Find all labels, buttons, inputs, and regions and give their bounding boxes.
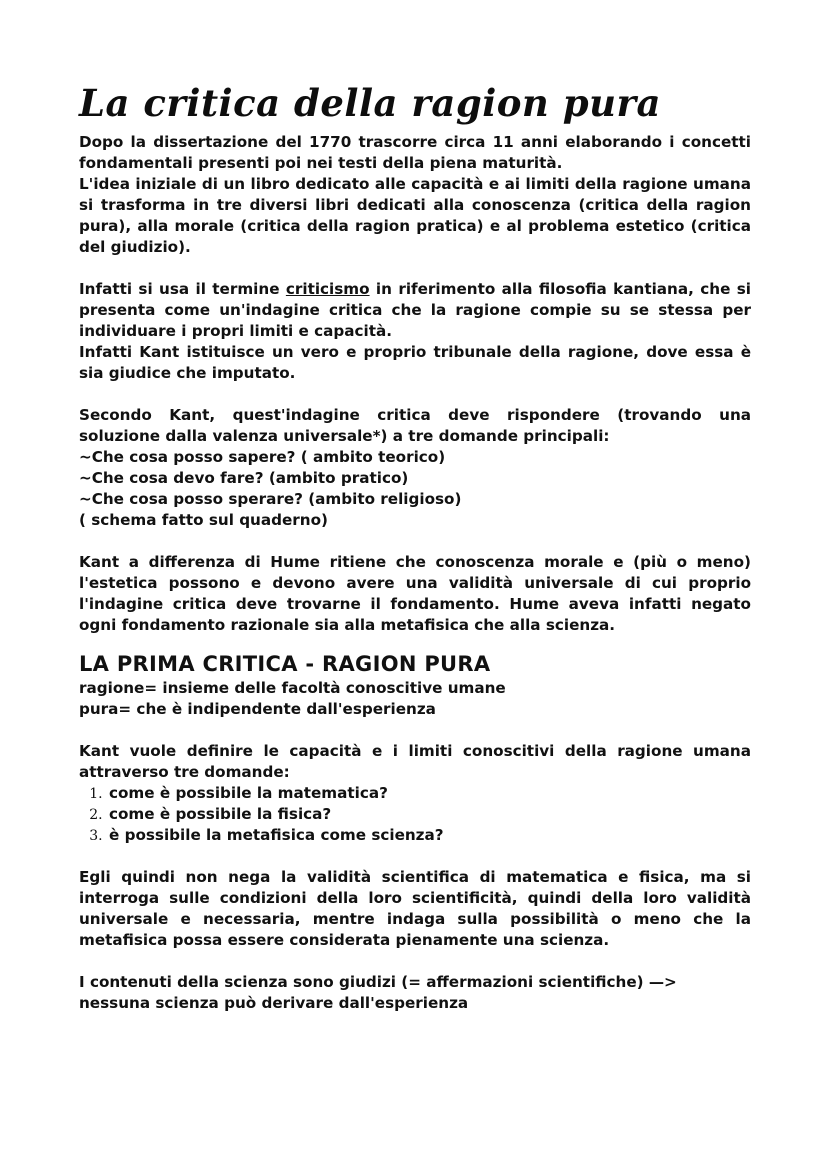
giudizi-line-1: I contenuti della scienza sono giudizi (= affermazioni scientifiche) —>: [79, 973, 677, 991]
section-heading: LA PRIMA CRITICA - RAGION PURA: [79, 652, 491, 676]
validita-paragraph: Egli quindi non nega la validità scientifica di matematica e fisica, ma si interroga sulle condizioni della loro scientificità, quindi della loro validità universale e necessaria, mentre indaga sulla possibilità o meno che la metafisica possa essere considerata pienamente una scienza.: [79, 868, 751, 949]
domanda-item: ~Che cosa posso sapere? ( ambito teorico): [79, 448, 446, 466]
page-title: La critica della ragion pura: [79, 81, 661, 125]
spacer: [79, 636, 751, 650]
definition-ragione: ragione= insieme delle facoltà conoscitive umane: [79, 679, 506, 697]
definition-pura: pura= che è indipendente dall'esperienza: [79, 700, 436, 718]
spacer: [79, 846, 751, 867]
domanda-item: ~Che cosa posso sperare? (ambito religioso): [79, 490, 462, 508]
criticismo-text-before: Infatti si usa il termine: [79, 280, 286, 298]
spacer: [79, 720, 751, 741]
spacer: [79, 258, 751, 279]
question-item: 3. è possibile la metafisica come scienza?: [107, 825, 751, 846]
criticismo-term: criticismo: [285, 280, 370, 298]
intro-paragraph-2: L'idea iniziale di un libro dedicato alle capacità e ai limiti della ragione umana si trasforma in tre diversi libri dedicati alla conoscenza (critica della ragion pura), alla morale (critica della ragion pratica) e al problema estetico (critica del giudizio).: [79, 175, 751, 256]
tribunale-paragraph: Infatti Kant istituisce un vero e proprio tribunale della ragione, dove essa è sia giudice che imputato.: [79, 343, 751, 382]
document-content: [79, 78, 751, 1014]
prima-critica-intro: Kant vuole definire le capacità e i limiti conoscitivi della ragione umana attraverso tre domande:: [79, 742, 751, 781]
criticismo-text-after: in riferimento alla filosofia kantiana, che si presenta come un'indagine critica che la ragione compie su se stessa per individuare i propri limiti e capacità.: [79, 280, 751, 340]
schema-note: ( schema fatto sul quaderno): [79, 511, 328, 529]
spacer: [79, 384, 751, 405]
domanda-item: ~Che cosa devo fare? (ambito pratico): [79, 469, 409, 487]
spacer: [79, 531, 751, 552]
criticismo-paragraph: [79, 279, 751, 342]
intro-paragraph-1: Dopo la dissertazione del 1770 trascorre circa 11 anni elaborando i concetti fondamentali presenti poi nei testi della piena maturità.: [79, 133, 751, 172]
domande-intro: Secondo Kant, quest'indagine critica deve rispondere (trovando una soluzione dalla valenza universale*) a tre domande principali:: [79, 406, 751, 445]
question-item: 1. come è possibile la matematica?: [107, 783, 751, 804]
questions-list: [79, 783, 751, 846]
question-item: 2. come è possibile la fisica?: [107, 804, 751, 825]
giudizi-line-2: nessuna scienza può derivare dall'esperienza: [79, 994, 469, 1012]
spacer: [79, 951, 751, 972]
hume-paragraph: Kant a differenza di Hume ritiene che conoscenza morale e (più o meno) l'estetica possono e devono avere una validità universale di cui proprio l'indagine critica deve trovarne il fondamento. Hume aveva infatti negato ogni fondamento razionale sia alla metafisica che alla scienza.: [79, 553, 751, 634]
